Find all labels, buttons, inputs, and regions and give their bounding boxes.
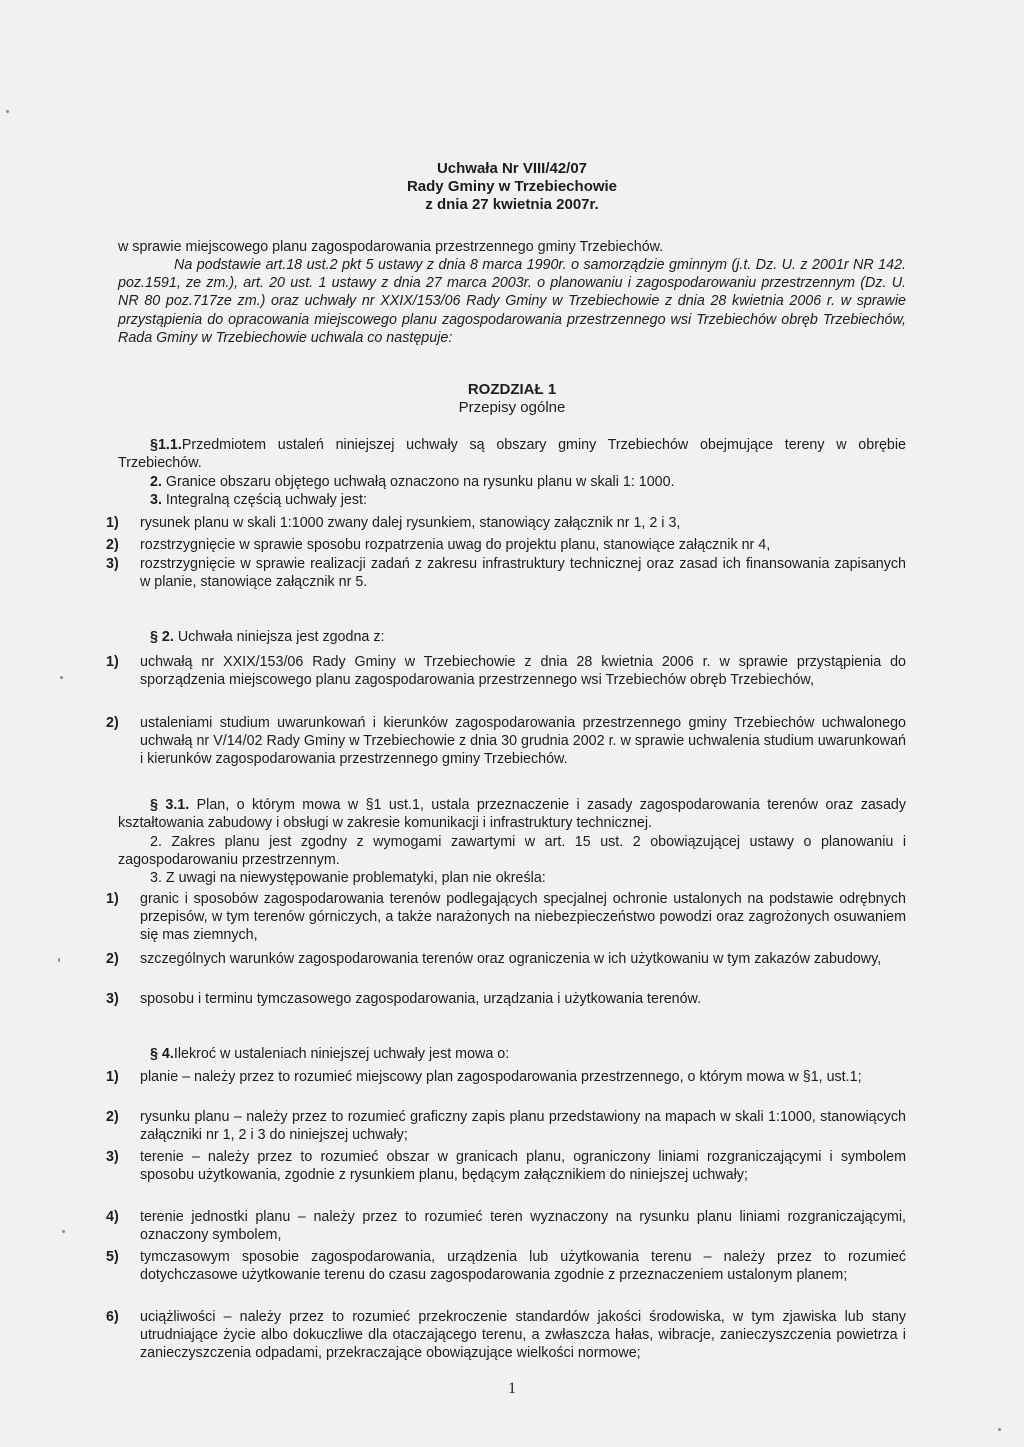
section-1-paragraph-1: §1.1.Przedmiotem ustaleń niniejszej uchwały są obszary gminy Trzebiechów obejmujące tereny w obrębie Trzebiechów. (118, 437, 906, 472)
subject-line: w sprawie miejscowego planu zagospodarowania przestrzennego gminy Trzebiechów. (118, 239, 664, 255)
section-2-mark: § 2. (150, 629, 174, 645)
section-3-paragraph-1: § 3.1. Plan, o którym mowa w §1 ust.1, ustala przeznaczenie i zasady zagospodarowania terenów oraz zasady kształtowania zabudowy i obsługi w zakresie komunikacji i infrastruktury technicznej. (118, 797, 906, 832)
list-item: 2) rozstrzygnięcie w sprawie sposobu rozpatrzenia uwag do projektu planu, stanowiące załącznik nr 4, (106, 537, 771, 553)
scan-speck (62, 1230, 65, 1233)
list-item: 1) uchwałą nr XXIX/153/06 Rady Gminy w Trzebiechowie z dnia 28 kwietnia 2006 r. w sprawie przystąpienia do sporządzenia miejscowego planu zagospodarowania przestrzennego wsi Trzebiechów obręb Trzebiechów, (106, 654, 906, 689)
section-3-mark: § 3.1. (150, 797, 190, 813)
list-item: 3) rozstrzygnięcie w sprawie realizacji zadań z zakresu infrastruktury technicznej oraz zasad ich finansowania zapisanych w planie, stanowiące załącznik nr 5. (106, 556, 906, 591)
chapter-subtitle: Przepisy ogólne (458, 399, 566, 416)
list-item: 5) tymczasowym sposobie zagospodarowania, urządzenia lub użytkowania terenu – należy przez to rozumieć dotychczasowe użytkowanie terenu do czasu zagospodarowania zgodnie z przeznaczeniem ustalonym planem; (106, 1249, 906, 1284)
list-item: 2) szczególnych warunków zagospodarowania terenów oraz ograniczenia w ich użytkowaniu w tym zakazów zabudowy, (106, 951, 882, 967)
page-number: 1 (508, 1380, 516, 1397)
section-1-paragraph-2: 2. Granice obszaru objętego uchwałą oznaczono na rysunku planu w skali 1: 1000. (150, 474, 675, 490)
section-3-paragraph-2: 2. Zakres planu jest zgodny z wymogami zawartymi w art. 15 ust. 2 obowiązującej ustawy o planowaniu i zagospodarowaniu przestrzennym. (118, 834, 906, 869)
list-item: 2) rysunku planu – należy przez to rozumieć graficzny zapis planu przedstawiony na mapach w skali 1:1000, stanowiących załączniki nr 1, 2 i 3 do niniejszej uchwały; (106, 1109, 906, 1144)
scan-speck (60, 676, 63, 679)
resolution-date: z dnia 27 kwietnia 2007r. (425, 196, 599, 213)
chapter-title: ROZDZIAŁ 1 (467, 381, 557, 398)
scan-speck (58, 958, 60, 962)
legal-basis: Na podstawie art.18 ust.2 pkt 5 ustawy z dnia 8 marca 1990r. o samorządzie gminnym (j.t. Dz. U. z 2001r NR 142. poz.1591, ze zm.), art. 20 ust. 1 ustawy z dnia 27 marca 2003r. o planowaniu i zagospodarowaniu przestrzennym (Dz. U. NR 80 poz.717ze zm.) oraz uchwały nr XXIX/153/06 Rady Gminy w Trzebiechowie z dnia 28 kwietnia 2006 r. w sprawie przystąpienia do opracowania miejscowego planu zagospodarowania przestrzennego wsi Trzebiechów obręb Trzebiechów, Rada Gminy w Trzebiechowie uchwala co następuje: (118, 257, 906, 346)
list-item: 1) granic i sposobów zagospodarowania terenów podlegających specjalnej ochronie ustalonych na podstawie odrębnych przepisów, w tym terenów górniczych, a także narażonych na niebezpieczeństwo powodzi oraz zagrożonych osuwaniem się mas ziemnych, (106, 891, 906, 944)
list-item: 1) rysunek planu w skali 1:1000 zwany dalej rysunkiem, stanowiący załącznik nr 1, 2 i 3, (106, 515, 681, 531)
section-1-paragraph-3: 3. Integralną częścią uchwały jest: (150, 492, 367, 508)
section-3-paragraph-3: 3. Z uwagi na niewystępowanie problematyki, plan nie określa: (150, 870, 546, 886)
council-name: Rady Gminy w Trzebiechowie (406, 178, 618, 195)
section-4-mark: § 4. (150, 1046, 174, 1062)
list-item: 3) sposobu i terminu tymczasowego zagospodarowania, urządzania i użytkowania terenów. (106, 991, 702, 1007)
list-item: 6) uciążliwości – należy przez to rozumieć przekroczenie standardów jakości środowiska, w tym zjawiska lub stany utrudniające życie albo dokuczliwe dla otaczającego terenu, a zwłaszcza hałas, wibracje, zanieczyszczenia powietrza i zanieczyszczenia odpadami, przekraczające obowiązujące wielkości normowe; (106, 1309, 906, 1362)
section-2-paragraph: § 2. Uchwała niniejsza jest zgodna z: (150, 629, 385, 645)
resolution-header (0, 160, 1024, 214)
list-item: 2) ustaleniami studium uwarunkowań i kierunków zagospodarowania przestrzennego gminy Trzebiechów uchwalonego uchwałą nr V/14/02 Rady Gminy w Trzebiechowie z dnia 30 grudnia 2002 r. w sprawie uchwalenia studium uwarunkowań i kierunków zagospodarowania przestrzennego gminy Trzebiechów. (106, 715, 906, 768)
section-4-paragraph: § 4.Ilekroć w ustaleniach niniejszej uchwały jest mowa o: (150, 1046, 510, 1062)
list-item: 1) planie – należy przez to rozumieć miejscowy plan zagospodarowania przestrzennego, o którym mowa w §1, ust.1; (106, 1069, 862, 1085)
list-item: 4) terenie jednostki planu – należy przez to rozumieć teren wyznaczony na rysunku planu liniami rozgraniczającymi, oznaczony symbolem, (106, 1209, 906, 1244)
resolution-title: Uchwała Nr VIII/42/07 (436, 160, 588, 177)
scan-speck (998, 1428, 1001, 1431)
scan-speck (6, 110, 9, 113)
section-1-mark: §1.1. (150, 437, 182, 453)
list-item: 3) terenie – należy przez to rozumieć obszar w granicach planu, ograniczony liniami rozgraniczającymi i symbolem sposobu użytkowania, zgodnie z rysunkiem planu, będącym załącznikiem do niniejszej uchwały; (106, 1149, 906, 1184)
